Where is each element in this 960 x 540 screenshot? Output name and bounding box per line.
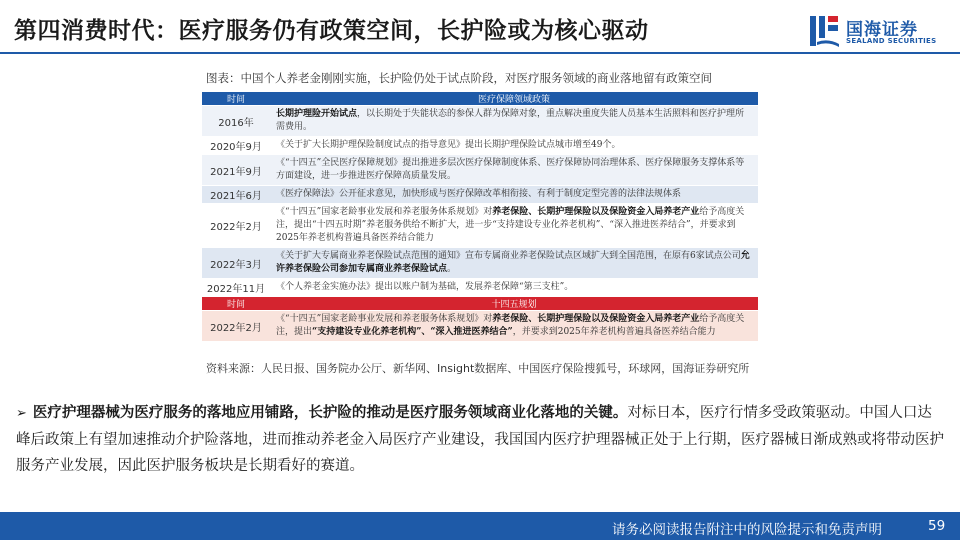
- bullet-bold-text: 医疗护理器械为医疗服务的落地应用铺路，长护险的推动是医疗服务领域商业化落地的关键。: [32, 405, 628, 421]
- row-desc: 《“十四五”全民医疗保障规划》提出推进多层次医疗保障制度体系、医疗保障协同治理体系、医疗保障服务支撑体系等方面建设，进一步推进医疗保障高质量发展。: [270, 155, 758, 186]
- row-desc-text: 。: [447, 264, 457, 274]
- table-row: [202, 279, 758, 297]
- sealand-logo-icon: [808, 14, 840, 48]
- row-desc-text: 给予高度关注，提出“十四五时期”养老服务供给不断扩大，进一步“支持建设专业化养老机构”、“深入推进医养结合”，并要求到2025年养老机构普遍具备医养结合能力: [276, 207, 745, 243]
- row-desc: [270, 204, 758, 248]
- slide-header: [0, 0, 960, 58]
- table-header-row-plan: [202, 297, 758, 311]
- source-note: 资料来源：人民日报、国务院办公厅、新华网、Insight数据库、中国医疗保险搜狐号，环球网，国海证券研究所: [206, 362, 750, 375]
- header-policy: 医疗保障领域政策: [270, 92, 758, 106]
- row-time: 2022年2月: [202, 204, 270, 248]
- row-desc-text: 《“十四五”国家老龄事业发展和养老服务体系规划》对: [276, 207, 493, 217]
- row-time: 2021年6月: [202, 186, 270, 204]
- table-row: [202, 204, 758, 248]
- table-row: [202, 137, 758, 155]
- row-desc: [270, 248, 758, 279]
- table-row: [202, 248, 758, 279]
- header-divider: [0, 52, 960, 54]
- table-row: [202, 155, 758, 186]
- slide-title: 第四消费时代：医疗服务仍有政策空间，长护险或为核心驱动: [14, 18, 649, 44]
- logo-text-en: SEALAND SECURITIES: [846, 37, 937, 45]
- row-time: 2020年9月: [202, 137, 270, 155]
- figure-caption: 图表：中国个人养老金刚刚实施，长护险仍处于试点阶段，对医疗服务领域的商业落地留有政策空间: [206, 71, 712, 85]
- row-desc-text: ，并要求到2025年养老机构普遍具备医养结合能力: [512, 327, 716, 337]
- row-desc: [270, 311, 758, 342]
- row-desc: 《个人养老金实施办法》提出以账户制为基础，发展养老保障“第三支柱”。: [270, 279, 758, 297]
- row-desc-bold: 长期护理险开始试点: [276, 109, 358, 119]
- slide-footer: [0, 512, 960, 540]
- header-time: 时间: [202, 92, 270, 106]
- policy-table: [202, 92, 758, 342]
- row-desc-text: 《关于扩大专属商业养老保险试点范围的通知》宣布专属商业养老保险试点区域扩大到全国范围，在原有6家试点公司: [276, 251, 741, 261]
- row-time: 2016年: [202, 106, 270, 137]
- logo-text-cn: 国海证券: [846, 20, 918, 40]
- row-desc-bold: 允许养老保险公司参加专属商业养老保险试点: [276, 251, 750, 274]
- row-desc: [270, 106, 758, 137]
- header-plan: 十四五规划: [270, 297, 758, 311]
- row-time: 2022年2月: [202, 311, 270, 342]
- row-time: 2021年9月: [202, 155, 270, 186]
- bullet-text: 对标日本，医疗行情多受政策驱动。中国人口达峰后政策上有望加速推动介护险落地，进而推动养老金入局医疗产业建设，我国国内医疗护理器械正处于上行期，医疗器械日渐成熟或将带动医护服务产业发展，因此医护服务板块是长期看好的赛道。: [16, 405, 944, 474]
- row-desc-bold: 养老保险、长期护理保险以及保险资金入局养老产业: [492, 314, 700, 324]
- row-desc: 《医疗保障法》公开征求意见，加快形成与医疗保障改革相衔接、有利于制度定型完善的法律法规体系: [270, 186, 758, 204]
- row-desc-text: 《“十四五”国家老龄事业发展和养老服务体系规划》对: [276, 314, 493, 324]
- row-desc-bold: 养老保险、长期护理保险以及保险资金入局养老产业: [492, 207, 700, 217]
- page-number: 59: [928, 518, 946, 534]
- table-row: [202, 311, 758, 342]
- row-desc-text: 给予高度关注，提出: [276, 314, 745, 337]
- bullet-paragraph: [16, 400, 946, 479]
- row-time: 2022年11月: [202, 279, 270, 297]
- table-header-row: [202, 92, 758, 106]
- company-logo: [808, 14, 948, 50]
- row-desc: 《关于扩大长期护理保险制度试点的指导意见》提出长期护理保险试点城市增至49个。: [270, 137, 758, 155]
- disclaimer-text: 请务必阅读报告附注中的风险提示和免责声明: [612, 522, 882, 538]
- header-time: 时间: [202, 297, 270, 311]
- arrow-bullet-icon: ➢: [16, 406, 27, 421]
- row-time: 2022年3月: [202, 248, 270, 279]
- row-desc-text: ，以长期处于失能状态的参保人群为保障对象，重点解决重度失能人员基本生活照料和医疗护理所需费用。: [276, 109, 745, 132]
- table-row: [202, 106, 758, 137]
- table-row: [202, 186, 758, 204]
- row-desc-bold: “支持建设专业化养老机构”、“深入推进医养结合”: [312, 327, 513, 337]
